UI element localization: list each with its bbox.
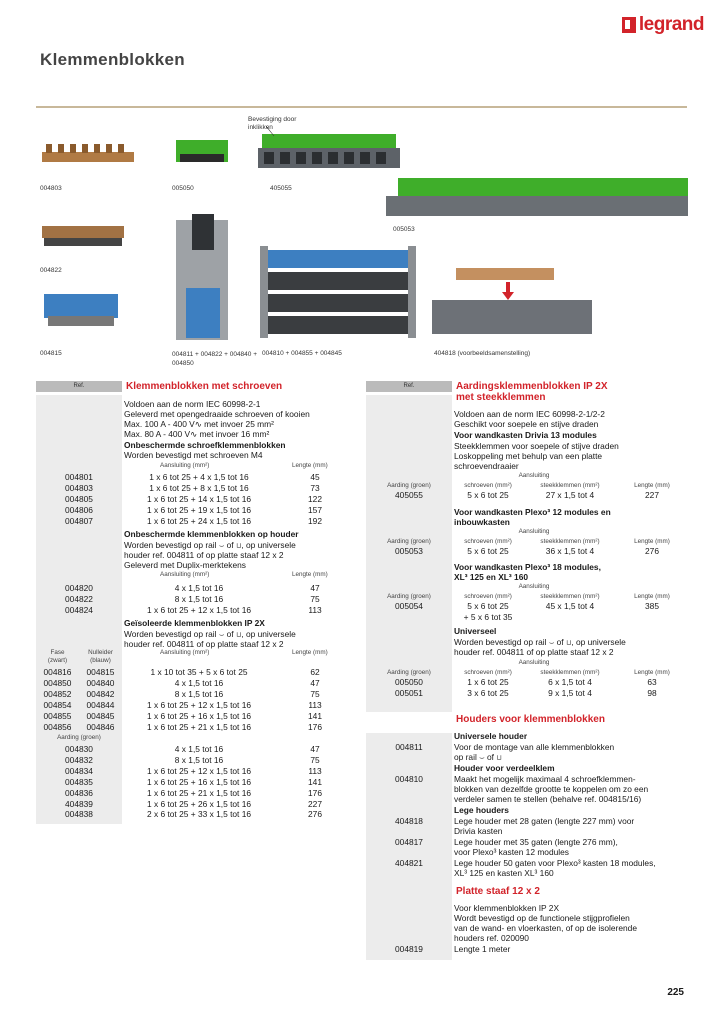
col-schroeven: schroeven (mm²) [464,482,512,489]
din-rail-assembly-image [176,214,228,340]
brand-name: legrand [638,14,704,35]
green-terminal-xl-image [386,178,688,216]
left-table [36,381,364,831]
lengte-value: 141 [308,776,322,787]
note: Voor klemmenblokken IP 2X [454,903,560,913]
text: Lege houder met 28 gaten (lengte 227 mm) voor [454,816,635,826]
aansluiting-value: 1 x 6 tot 25 + 24 x 1,5 tot 16 [146,515,252,526]
aansluiting-value: 8 x 1,5 tot 16 [174,754,224,765]
subsection-title: Voor wandkasten Plexo³ 12 modules en [454,507,611,517]
lengte-value: 192 [308,515,322,526]
ref-code: 004819 [395,944,423,954]
note: houder ref. 004811 of op platte staaf 12 x 2 [124,550,284,560]
subsection-title: Onbeschermde schroefklemmenblokken [124,440,286,450]
aansluiting-value: 1 x 6 tot 25 + 12 x 1,5 tot 16 [146,699,252,710]
ref-code: 004807 [65,515,93,526]
left-header [36,381,364,392]
ref-code: 004810 [395,774,423,784]
aansluiting-value: 4 x 1,5 tot 16 [174,744,224,754]
lengte-value: 113 [308,765,322,776]
aansluiting-label: Aansluiting [518,583,550,590]
note: houders ref. 020090 [454,933,529,943]
aansluiting-value: 1 x 6 tot 25 + 14 x 1,5 tot 16 [146,493,252,504]
text: Lege houder met 35 gaten (lengte 276 mm), [454,837,618,847]
aarding-label: Aarding (groen) [387,538,431,545]
section-title: Platte staaf 12 x 2 [456,886,540,897]
aansluiting-value: 8 x 1,5 tot 16 [174,593,224,604]
text: XL³ 125 en kasten XL³ 160 [454,868,554,878]
subsection-title: XL³ 125 en XL³ 160 [454,572,529,582]
fase-color: (zwart) [47,657,68,664]
col-steekklemmen: steekklemmen (mm²) [540,482,600,489]
image-caption: 005050 [172,185,194,192]
right-table [366,381,690,971]
text: Drivia kasten [454,826,503,836]
lengte-value: 157 [308,504,322,515]
note: Worden bevestigd met schroeven M4 [124,450,263,460]
lengte-value: 227 [645,490,659,500]
ref-code: 004820 [65,583,93,593]
nulleider-ref: 004844 [86,699,115,710]
lengte-value: 276 [645,546,659,556]
col-lengte: Lengte (mm) [292,462,328,469]
fase-ref: 004856 [43,721,72,732]
product-illustrations [36,112,691,374]
ref-code: 004806 [65,504,93,515]
nulleider-ref: 004842 [86,688,115,699]
note: Worden bevestigd op rail ⌣ of ⊔, op universele [124,540,296,550]
lengte-value: 75 [310,754,320,765]
section-title-cont: met steekklemmen [456,392,546,403]
schroeven-value: 3 x 6 tot 25 [467,687,509,698]
aansluiting-value: 1 x 6 tot 25 + 16 x 1,5 tot 16 [146,710,252,721]
col-aansluiting: Aansluiting (mm²) [160,571,210,578]
ref-code: 004835 [65,776,93,787]
lengte-value: 113 [308,604,322,615]
aansluiting-value: 1 x 6 tot 25 + 12 x 1,5 tot 16 [146,765,252,776]
ref-code: 004832 [65,754,93,765]
ref-code: 004801 [65,472,93,482]
col-lengte: Lengte (mm) [292,649,328,656]
aansluiting-value: 1 x 6 tot 25 + 12 x 1,5 tot 16 [146,604,252,615]
aansluiting-value: 1 x 6 tot 25 + 26 x 1,5 tot 16 [146,798,252,809]
note: van de wand- en vloerkasten, of op de isolerende [454,923,637,933]
title-rule [36,106,687,108]
col-aansluiting: Aansluiting (mm²) [160,462,210,469]
col-lengte: Lengte (mm) [634,593,670,600]
subsection-title: inbouwkasten [454,517,510,527]
text: op rail ⌣ of ⊔ [454,752,502,762]
lengte-value: 385 [645,601,659,611]
fase-ref: 004850 [43,677,72,688]
ref-code: 404821 [395,858,423,868]
intro-line: Geleverd met opengedraaide schroeven of kooien [124,409,310,419]
image-caption: 405055 [270,185,292,192]
aansluiting-value: 4 x 1,5 tot 16 [174,677,224,688]
schroeven-value: 5 x 6 tot 25 [467,601,509,611]
image-caption: 404818 (voorbeeldsamenstelling) [434,350,531,357]
aansluiting-value: 8 x 1,5 tot 16 [174,688,224,699]
note: houder ref. 004811 of op platte staaf 12 x 2 [454,647,614,657]
intro-line: Geschikt voor soepele en stijve draden [454,419,599,429]
page-number: 225 [667,987,684,998]
holder-example-image [432,268,592,334]
aansluiting-value: 1 x 10 tot 35 + 5 x 6 tot 25 [150,667,248,677]
subsection-title: Lege houders [454,805,509,815]
lengte-value: 63 [647,677,657,687]
schroeven-value: + 5 x 6 tot 35 [463,611,513,622]
fase-ref: 004816 [43,667,72,677]
nulleider-ref: 004845 [86,710,115,721]
schroeven-value: 1 x 6 tot 25 [467,677,509,687]
nulleider-color: (blauw) [90,657,111,664]
col-schroeven: schroeven (mm²) [464,669,512,676]
subsection-title: Universeel [454,626,497,636]
ref-code: 005050 [395,677,423,687]
aansluiting-value: 1 x 6 tot 25 + 19 x 1,5 tot 16 [146,504,252,515]
ref-code: 004811 [395,742,423,752]
schroeven-value: 5 x 6 tot 25 [467,490,509,500]
fase-header [36,649,79,665]
section-title: Houders voor klemmenblokken [456,714,605,725]
image-caption: 004810 + 004855 + 004845 [262,350,342,357]
image-caption: 004803 [40,185,62,192]
lengte-value: 62 [310,667,320,677]
subsection-title: Geïsoleerde klemmenblokken IP 2X [124,618,265,628]
lengte-value: 113 [308,699,322,710]
lengte-value: 122 [308,493,322,504]
ref-code: 004836 [65,787,93,798]
intro-line: Voldoen aan de norm IEC 60998-2-1 [124,399,261,409]
ref-code: 405055 [395,490,423,500]
text: blokken van dezelfde grootte te koppelen om zo een [454,784,649,794]
aarding-label: Aarding (groen) [387,482,431,489]
lengte-value: 227 [308,798,322,809]
image-caption: 005053 [393,226,415,233]
blue-terminal-image [44,294,118,326]
ref-code: 004822 [65,593,93,604]
aansluiting-value: 1 x 6 tot 25 + 4 x 1,5 tot 16 [149,472,249,482]
col-lengte: Lengte (mm) [634,482,670,489]
section-title: Aardingsklemmenblokken IP 2X [456,381,608,392]
lengte-value: 45 [310,472,320,482]
text: voor Plexo³ kasten 12 modules [454,847,569,857]
note: Geleverd met Duplix-merktekens [124,560,246,570]
aansluiting-value: 1 x 6 tot 25 + 21 x 1,5 tot 16 [146,721,252,732]
aansluiting-value: 1 x 6 tot 25 + 16 x 1,5 tot 16 [146,776,252,787]
fase-ref: 004852 [43,688,72,699]
right-header [366,381,690,392]
nulleider-ref: 004815 [86,667,115,677]
subsection-title: Houder voor verdeelklem [454,763,555,773]
lengte-value: 47 [310,677,320,688]
fase-ref: 004854 [43,699,72,710]
page-title: Klemmenblokken [40,50,185,69]
note: Loskoppeling met behulp van een platte [454,451,603,461]
col-lengte: Lengte (mm) [292,571,328,578]
nulleider-ref: 004846 [86,721,115,732]
intro-line: Max. 80 A - 400 V∿ met invoer 16 mm² [124,429,270,439]
aansluiting-value: 1 x 6 tot 25 + 8 x 1,5 tot 16 [149,482,249,493]
col-lengte: Lengte (mm) [634,669,670,676]
nulleider-label: Nulleider [88,649,113,656]
lengte-value: 73 [310,482,320,493]
col-aansluiting: Aansluiting (mm²) [160,649,210,656]
note: Worden bevestigd op rail ⌣ of ⊔, op universele [124,629,296,639]
ref-code: 404839 [65,798,93,809]
note: Worden bevestigd op rail ⌣ of ⊔, op universele [454,637,626,647]
text: Lege houder 50 gaten voor Plexo³ kasten 18 modules, [454,858,656,868]
lengte-value: 75 [310,593,320,604]
ref-code: 004830 [65,744,93,754]
subsection-title: Universele houder [454,731,528,741]
ref-code: 004805 [65,493,93,504]
ref-code: 005051 [395,687,423,698]
brass-terminal-holder-image [42,226,124,246]
ref-column-header: Ref. [36,381,122,392]
ref-code: 005054 [395,601,423,611]
note: schroevendraaier [454,461,519,471]
col-schroeven: schroeven (mm²) [464,593,512,600]
aansluiting-value: 4 x 1,5 tot 16 [174,583,224,593]
ref-column-header: Ref. [366,381,452,392]
text: Maakt het mogelijk maximaal 4 schroefklemmen- [454,774,636,784]
lengte-value: 47 [310,583,320,593]
lengte-value: 98 [647,687,657,698]
lengte-value: 141 [308,710,322,721]
lengte-value: 176 [308,721,322,732]
intro-line: Voldoen aan de norm IEC 60998-2-1/2-2 [454,409,605,419]
schroeven-value: 5 x 6 tot 25 [467,546,509,556]
green-terminal-long-image [258,134,400,168]
subsection-title: Voor wandkasten Plexo³ 18 modules, [454,562,601,572]
brass-terminal-image [42,144,134,162]
col-steekklemmen: steekklemmen (mm²) [540,538,600,545]
steekklemmen-value: 27 x 1,5 tot 4 [545,490,595,500]
col-steekklemmen: steekklemmen (mm²) [540,669,600,676]
steekklemmen-value: 9 x 1,5 tot 4 [548,687,592,698]
note: Wordt bevestigd op de functionele stijgprofielen [454,913,630,923]
aansluiting-label: Aansluiting [518,659,550,666]
distribution-block-image [260,246,416,338]
aansluiting-label: Aansluiting [518,472,550,479]
aarding-label: Aarding (groen) [57,734,101,741]
callout-label: Bevestiging door inklikken [248,116,297,131]
fase-label: Fase [50,649,65,656]
image-caption: 004815 [40,350,62,357]
subsection-title: Onbeschermde klemmenblokken op houder [124,529,299,539]
legrand-logo [622,14,704,36]
subsection-title: Voor wandkasten Drivia 13 modules [454,430,597,440]
ref-code: 005053 [395,546,423,556]
lengte-value: 176 [308,787,322,798]
ref-code: 004838 [65,809,93,820]
steekklemmen-value: 6 x 1,5 tot 4 [548,677,592,687]
note: houder ref. 004811 of op platte staaf 12 x 2 [124,639,284,649]
nulleider-header [79,649,122,665]
green-terminal-small-image [176,140,228,162]
aansluiting-value: 2 x 6 tot 25 + 33 x 1,5 tot 16 [146,809,252,820]
aansluiting-label: Aansluiting [518,528,550,535]
logo-mark-icon [622,17,636,33]
lengte-value: 47 [310,744,320,754]
image-caption: 004822 [40,267,62,274]
ref-code: 004803 [65,482,93,493]
steekklemmen-value: 45 x 1,5 tot 4 [545,601,595,611]
ref-code: 004834 [65,765,93,776]
text: verdeler samen te stellen (behalve ref. 004815/16) [454,794,642,804]
aarding-label: Aarding (groen) [387,593,431,600]
lengte-value: 75 [310,688,320,699]
ref-code: 004824 [65,604,93,615]
text: Lengte 1 meter [454,944,511,954]
col-lengte: Lengte (mm) [634,538,670,545]
col-schroeven: schroeven (mm²) [464,538,512,545]
ref-code: 404818 [395,816,423,826]
lengte-value: 276 [308,809,322,820]
text: Voor de montage van alle klemmenblokken [454,742,615,752]
nulleider-ref: 004840 [86,677,115,688]
aarding-label: Aarding (groen) [387,669,431,676]
image-caption: 004811 + 004822 + 004840 + 004850 [172,351,258,367]
ref-code: 004817 [395,837,423,847]
steekklemmen-value: 36 x 1,5 tot 4 [545,546,595,556]
col-steekklemmen: steekklemmen (mm²) [540,593,600,600]
fase-ref: 004855 [43,710,72,721]
intro-line: Max. 100 A - 400 V∿ met invoer 25 mm² [124,419,274,429]
section-title: Klemmenblokken met schroeven [126,381,283,392]
note: Steekklemmen voor soepele of stijve draden [454,441,619,451]
aansluiting-value: 1 x 6 tot 25 + 21 x 1,5 tot 16 [146,787,252,798]
